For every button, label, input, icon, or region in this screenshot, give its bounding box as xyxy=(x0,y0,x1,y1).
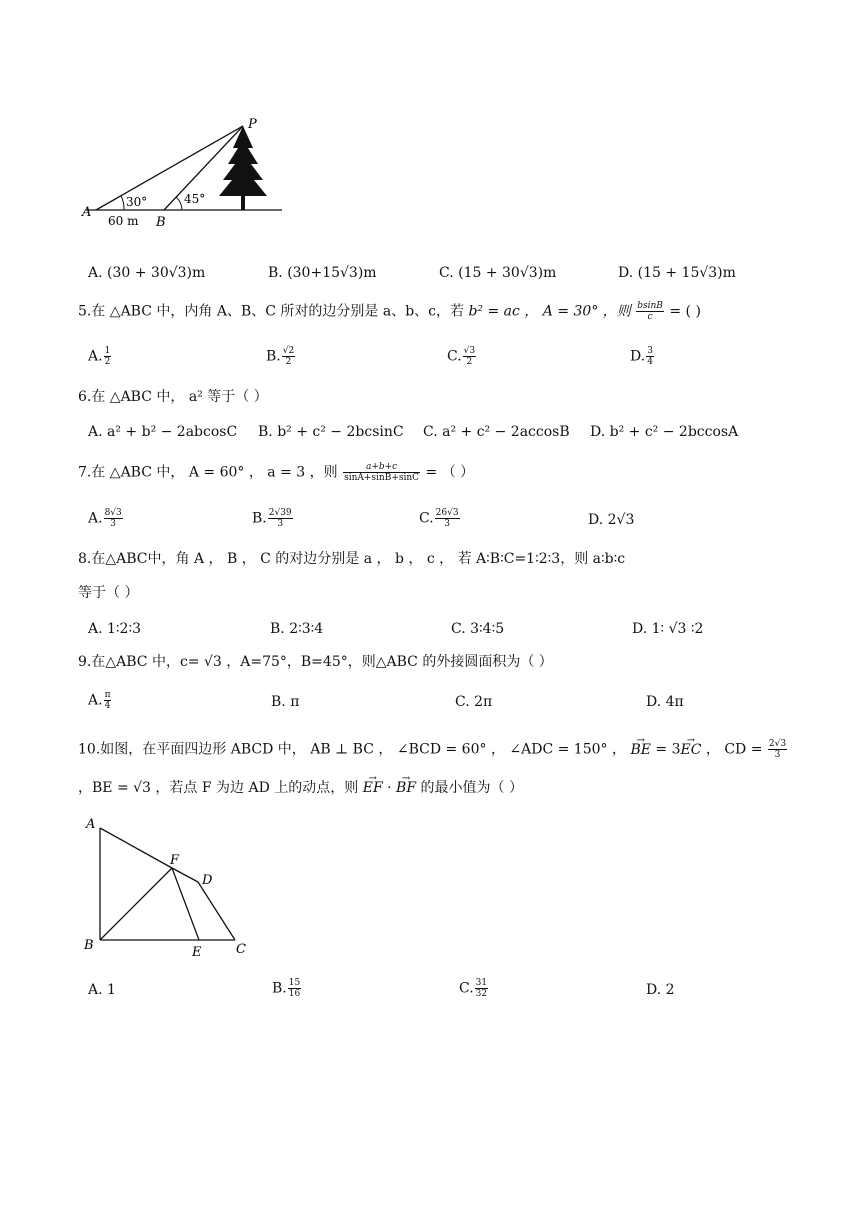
q7-option-b[interactable]: B. $\frac{2√39}{3}$ xyxy=(252,508,292,529)
q9-option-a[interactable]: A. $\frac{\pi}{4}$ xyxy=(88,690,111,711)
q5-option-b[interactable]: B. $\frac{√2}{2}$ xyxy=(266,346,295,367)
distance-label: 60 m xyxy=(108,214,139,228)
q5-option-d[interactable]: D. $\frac{3}{4}$ xyxy=(630,346,653,367)
q4-option-b[interactable]: B. (30+15√3)m xyxy=(268,265,377,281)
label-d: D xyxy=(202,873,213,888)
q4-option-d[interactable]: D. (15 + 15√3)m xyxy=(618,265,736,281)
q7-option-a[interactable]: A. $\frac{8√3}{3}$ xyxy=(88,508,122,529)
q8-option-c[interactable]: C. 3∶4∶5 xyxy=(451,621,505,637)
quadrilateral-figure xyxy=(78,812,258,962)
q6-option-b[interactable]: B. b² + c² − 2bcsinC xyxy=(258,424,404,440)
tree-angle-figure xyxy=(78,112,288,232)
q6-option-d[interactable]: D. b² + c² − 2bccosA xyxy=(590,424,739,440)
q10-option-d[interactable]: D. 2 xyxy=(646,982,675,998)
label-f: F xyxy=(170,853,180,868)
label-b: B xyxy=(84,938,94,953)
tree-icon xyxy=(219,126,267,210)
q9-option-b[interactable]: B. π xyxy=(271,694,300,710)
q10-option-b[interactable]: B. $\frac{15}{16}$ xyxy=(272,978,301,999)
q5-option-a[interactable]: A. $\frac{1}{2}$ xyxy=(88,346,111,367)
q10-option-c[interactable]: C. $\frac{31}{32}$ xyxy=(459,978,488,999)
q4-option-c[interactable]: C. (15 + 30√3)m xyxy=(439,265,557,281)
q5-question: 5.在 △ABC 中，内角 A、B、C 所对的边分别是 a、b、c，若 b² = ac ， A = 30° ，则 $\frac{bsinB}{c}$ = ( ) xyxy=(78,301,701,322)
q8-question-line1: 8.在△ABC中，角 A ， B ， C 的对边分别是 a ， b ， c ， 若 A∶B∶C=1∶2∶3，则 a∶b∶c xyxy=(78,551,626,567)
angle-a-label: 30° xyxy=(126,195,148,209)
q6-option-c[interactable]: C. a² + c² − 2accosB xyxy=(423,424,570,440)
q10-question-line2: ，BE = √3 ，若点 F 为边 AD 上的动点，则 → EF · → BF 的最小值为（ ） xyxy=(78,778,523,798)
q8-option-a[interactable]: A. 1∶2∶3 xyxy=(88,621,142,637)
label-e: E xyxy=(192,945,202,960)
label-c: C xyxy=(236,942,246,957)
label-a: A xyxy=(86,817,96,832)
q7-option-c[interactable]: C. $\frac{26√3}{3}$ xyxy=(419,508,459,529)
q5-option-c[interactable]: C. $\frac{√3}{2}$ xyxy=(447,346,476,367)
q8-option-d[interactable]: D. 1∶ √3 ∶2 xyxy=(632,621,704,637)
q7-option-d[interactable]: D. 2√3 xyxy=(588,512,635,528)
label-a: A xyxy=(82,205,92,220)
q8-option-b[interactable]: B. 2∶3∶4 xyxy=(270,621,324,637)
q8-question-line2: 等于（ ） xyxy=(78,585,139,601)
label-b: B xyxy=(156,215,166,230)
q6-question: 6.在 △ABC 中， a² 等于（ ） xyxy=(78,389,268,405)
q7-question: 7.在 △ABC 中， A = 60° ， a = 3 ，则 $\frac{a+b+c}{\sin A+\sin B+\sin C}$ = （ ） xyxy=(78,462,475,483)
q6-option-a[interactable]: A. a² + b² − 2abcosC xyxy=(88,424,238,440)
angle-b-label: 45° xyxy=(184,192,206,206)
q10-question-line1: 10.如图，在平面四边形 ABCD 中， AB ⊥ BC ， ∠BCD = 60° ， ∠ADC = 150° ， → BE = 3→ EC ， CD = $\frac{2√3}{3}$ xyxy=(78,739,788,760)
q9-option-c[interactable]: C. 2π xyxy=(455,694,493,710)
q4-option-a[interactable]: A. (30 + 30√3)m xyxy=(88,265,206,281)
q9-question: 9.在△ABC 中，c= √3 ，A=75°，B=45°，则△ABC 的外接圆面积为（ ） xyxy=(78,654,553,670)
label-p: P xyxy=(248,117,257,132)
q9-option-d[interactable]: D. 4π xyxy=(646,694,684,710)
q10-option-a[interactable]: A. 1 xyxy=(88,982,116,998)
